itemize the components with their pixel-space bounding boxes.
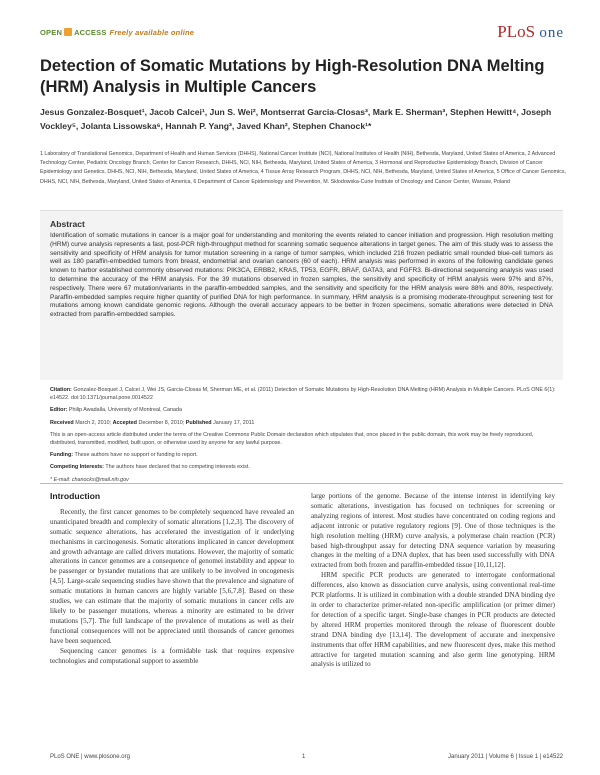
citation-line <box>50 386 560 402</box>
abstract-text: Identification of somatic mutations in cancer is a major goal for understanding and monitoring the events related to cancer initiation and progression. High resolution melting (HRM) curve analysis represents a fast, post-PCR high-throughput method for scanning somatic sequence alterations in target genes. The aim of this study was to assess the sensitivity and specificity of HRM analysis for tumor mutation screening in a range of tumor samples, which included 216 frozen pediatric small rounded blue-cell tumors as well as 180 paraffin-embedded tumors from breast, endometrial and ovarian cancers (60 of each). HRM analysis was performed in exons of the following candidate genes known to harbor established commonly observed mutations: PIK3CA, ERBB2, KRAS, TP53, EGFR, BRAF, GATA3, and FGFR3. Bi-directional sequencing analysis was used to determine the accuracy of the HRM analysis. For the 39 mutations observed in frozen samples, the sensitivity and specificity of HRM analysis were 97% and 87%, respectively. There were 67 mutation/variants in the paraffin-embedded samples, and the sensitivity and specificity for the HRM analysis were 88% and 80%, respectively. Paraffin-embedded samples require higher quantity of purified DNA for high performance. In summary, HRM analysis is a promising moderate-throughput screening test for mutations among known candidate genomic regions. Although the overall accuracy appears to be better in frozen specimens, somatic alterations were detected in DNA extracted from paraffin-embedded samples. <box>50 232 553 319</box>
published-date: January 17, 2011 <box>213 419 255 426</box>
journal-header <box>40 22 564 46</box>
funding-line <box>50 451 560 459</box>
open-label: OPEN <box>40 28 63 37</box>
section-divider <box>40 483 563 484</box>
affiliations: 1 Laboratory of Translational Genomics, Department of Health and Human Services (DHHS), National Cancer Institute (NCI), National Institutes of Health (NIH), Bethesda, Maryland, United States of America, 2 Advanced Technology Center, Pediatric Oncology Branch, Center for Cancer Research, DHHS, NCI, NIH, Bethesda, Maryland, United States of America, 3 Hormonal and Reproductive Epidemiology Branch, Division of Cancer Epidemiology and Genetics, DHHS, NCI, NIH, Bethesda, Maryland, United States of America, 4 Tissue Array Research Program, DHHS, NCI, NIH, Bethesda, Maryland, United States of America, 5 Office of Cancer Genomics, DHHS, NCI, NIH, Bethesda, Maryland, United States of America, 6 Department of Cancer Epidemiology and Prevention, M. Sklodowska-Curie Institute of Oncology and Cancer Center, Warsaw, Poland <box>40 151 566 185</box>
editor-text: Philip Awadalla, University of Montreal, Canada <box>68 407 183 414</box>
published-label: Published <box>185 419 212 426</box>
footer-issue: January 2011 | Volume 6 | Issue 1 | e14522 <box>448 754 563 760</box>
body-column-left <box>50 492 294 666</box>
open-access-lock-icon <box>64 28 72 36</box>
introduction-heading: Introduction <box>50 491 101 501</box>
funding-text: These authors have no support or funding to report. <box>74 452 198 459</box>
freely-available-label: Freely available online <box>109 28 195 37</box>
body-column-right <box>311 492 555 670</box>
access-label: ACCESS <box>74 28 107 37</box>
editor-label: Editor: <box>50 407 68 414</box>
author-list: Jesus Gonzalez-Bosquet¹, Jacob Calcei¹, Jun S. Wei², Montserrat Garcia-Closas³, Mark E. Sherman³, Stephen Hewitt⁴, Joseph Vockley⁵, Jolanta Lissowska⁶, Hannah P. Yang³, Javed Khan², Stephen Chanock¹* <box>40 107 552 131</box>
copyright-line: This is an open-access article distributed under the terms of the Creative Commons Public Domain declaration which stipulates that, once placed in the public domain, this work may be freely reproduced, distributed, transmitted, modified, built upon, or otherwise used by anyone for any lawful purpose. <box>50 431 534 447</box>
competing-interests-line <box>50 463 560 471</box>
article-title: Detection of Somatic Mutations by High-Resolution DNA Melting (HRM) Analysis in Multiple Cancers <box>40 57 545 96</box>
dates-line <box>50 419 560 427</box>
intro-paragraph-4: HRM specific PCR products are generated to interrogate conformational differences, also known as dissociation curve analysis, using conventional real-time PCR platforms. It is utilized in combination with a double stranded DNA binding dye in order to characterize primer-related non-specific amplification (or primer dimer) for detection of a specific target. Single-base changes in PCR products are detected by altered HRM properties monitored through the release of fluorescent double strand DNA binding dye [13,14]. The development of accurate and inexpensive instruments that offer HRM capabilities, and new fluorescent dyes, make this method attractive for targeted mutation scanning and also germ line genotyping. HRM analysis is utilized to <box>311 571 555 669</box>
page-number: 1 <box>302 754 306 760</box>
article-metadata <box>50 386 560 488</box>
footer-journal-link[interactable]: PLoS ONE | www.plosone.org <box>50 754 130 760</box>
competing-label: Competing Interests: <box>50 464 104 471</box>
citation-text: Gonzalez-Bosquet J, Calcei J, Wei JS, Garcia-Closas M, Sherman ME, et al. (2011) Detection of Somatic Mutations by High-Resolution DNA Melting (HRM) Analysis in Multiple Cancers. PLoS ONE 6(1): e14522. doi:10.1371/journal.pone.0014522 <box>50 387 556 402</box>
accepted-label: Accepted <box>112 419 137 426</box>
open-access-badge[interactable] <box>40 28 194 37</box>
intro-paragraph-1: Recently, the first cancer genomes to be completely sequenced have revealed an unanticipated breadth and complexity of somatic alterations [1,2,3]. The discovery of somatic sequence alterations, has accelerated the investigation of ir underlying mechanisms in carcinogenesis. Somatic alterations implicated in cancer development and growth advantage are called drivers mutations. However, the majority of somatic alterations in cancer genomes are a consequence of genomei instability and appear to be passenger or bystander mutations that are unlikely to be involved in oncogenesis [4,5]. Large-scale sequencing studies have shown that the prevalence and signature of somatic mutations in human cancers are highly variable [5,6,7,8]. Based on these studies, we can estimate that the majority of somatic mutations in cancer cells are likely to be passenger mutations, whereas a minority are estimated to be driver mutations [5,7]. The full landscape of the prevalence of mutations as well as their functional consequences will not be appreciated until thousands of cancer genomes have been sequenced. <box>50 507 294 645</box>
competing-text: The authors have declared that no competing interests exist. <box>105 464 250 471</box>
abstract-box <box>40 210 563 380</box>
citation-label: Citation: <box>50 387 72 393</box>
received-date: March 2, 2010; <box>75 419 112 426</box>
accepted-date: December 8, 2010; <box>138 419 185 426</box>
funding-label: Funding: <box>50 452 74 459</box>
logo-one-text: one <box>539 25 564 41</box>
plos-one-logo[interactable] <box>497 22 564 42</box>
intro-paragraph-2: Sequencing cancer genomes is a formidable task that requires expensive technologies and computational support to assemble <box>50 646 294 665</box>
editor-line <box>50 406 560 414</box>
received-label: Received <box>50 419 74 426</box>
email-link[interactable]: * E-mail: chanocks@mail.nih.gov <box>50 476 129 483</box>
abstract-heading: Abstract <box>50 219 85 229</box>
logo-plos-text: PLoS <box>497 22 536 41</box>
intro-paragraph-3: large portions of the genome. Because of the intense interest in identifying key somatic alterations, investigation has focused on techniques for screening or analyzing regions of interest. Most studies have concentrated on coding regions and adjacent intronic or putative regulatory regions [9]. One of those techniques is the high resolution melting (HRM) curve analysis, a polymerase chain reaction (PCR) based high-throughput assay for detecting DNA sequence variation by measuring changes in the melting of a DNA duplex, that has been used successfully with DNA extracted from both frozen and paraffin-embedded tissue [10,11,12]. <box>311 492 555 570</box>
